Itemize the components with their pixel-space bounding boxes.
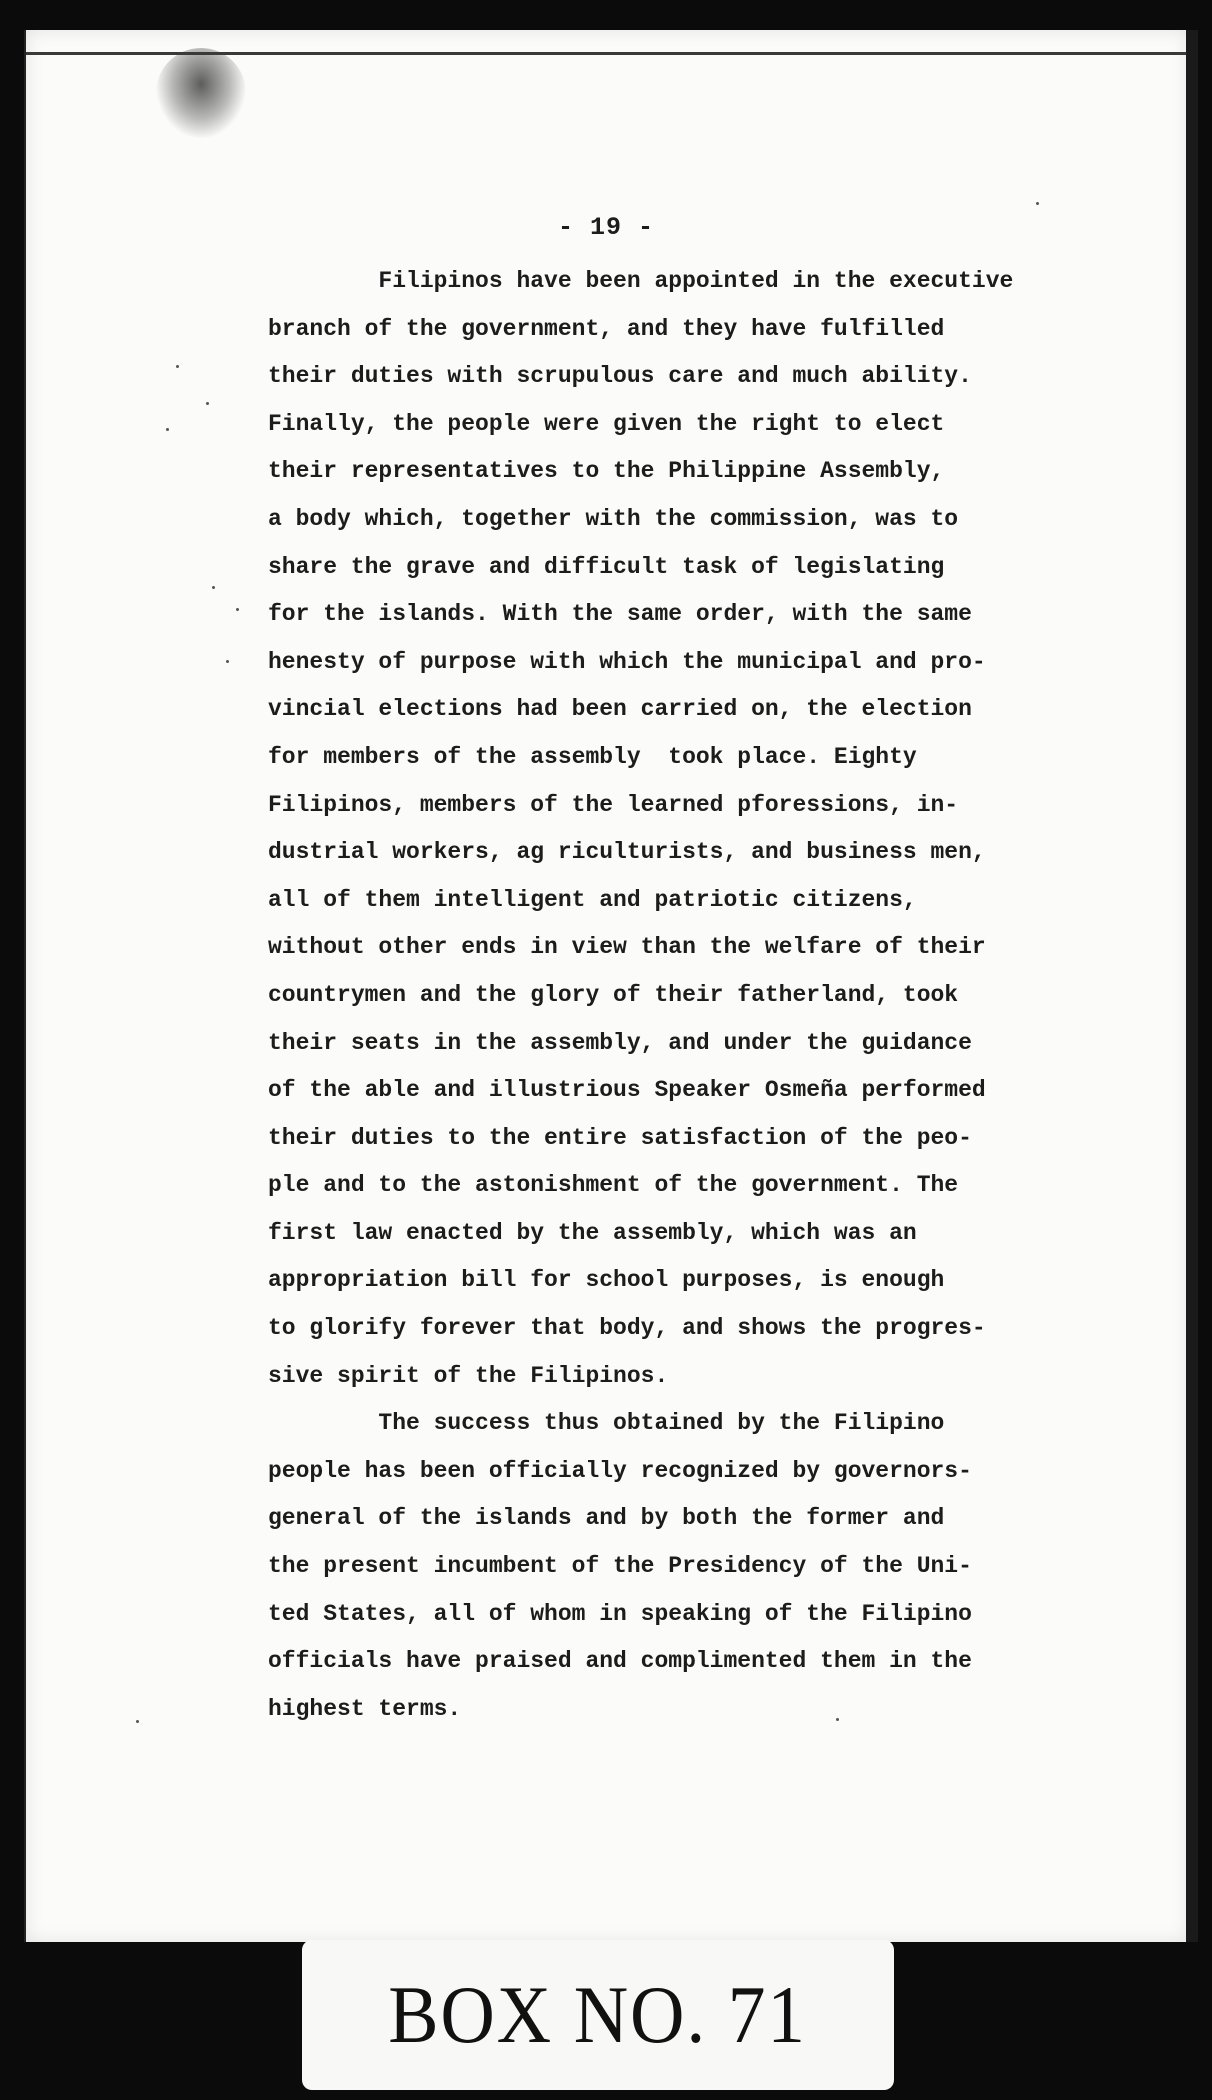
text-line: their representatives to the Philippine Assembly, bbox=[268, 458, 945, 485]
text-line: share the grave and difficult task of legislating bbox=[268, 553, 945, 580]
box-label-text: BOX NO. 71 bbox=[388, 1969, 808, 2060]
text-line: vincial elections had been carried on, the election bbox=[268, 696, 972, 723]
speck bbox=[136, 1720, 139, 1723]
text-line: ted States, all of whom in speaking of the Filipino bbox=[268, 1600, 972, 1627]
typed-body-text bbox=[268, 258, 1028, 1733]
text-line: of the able and illustrious Speaker Osmeña performed bbox=[268, 1077, 986, 1104]
text-line: dustrial workers, ag riculturists, and business men, bbox=[268, 839, 986, 866]
text-line: a body which, together with the commission, was to bbox=[268, 505, 959, 532]
text-line: general of the islands and by both the former and bbox=[268, 1505, 945, 1532]
text-line: for the islands. With the same order, with the same bbox=[268, 601, 972, 628]
speck bbox=[212, 586, 215, 589]
text-line: The success thus obtained by the Filipino bbox=[268, 1410, 945, 1437]
text-line: first law enacted by the assembly, which was an bbox=[268, 1219, 917, 1246]
text-line: branch of the government, and they have fulfilled bbox=[268, 315, 945, 342]
text-line: appropriation bill for school purposes, is enough bbox=[268, 1267, 945, 1294]
text-line: their seats in the assembly, and under the guidance bbox=[268, 1029, 972, 1056]
box-label bbox=[302, 1940, 894, 2090]
text-line: ple and to the astonishment of the government. The bbox=[268, 1172, 959, 1199]
text-line: all of them intelligent and patriotic citizens, bbox=[268, 886, 917, 913]
text-line: their duties with scrupulous care and much ability. bbox=[268, 363, 972, 390]
text-line: to glorify forever that body, and shows the progres- bbox=[268, 1315, 986, 1342]
text-line: the present incumbent of the Presidency of the Uni- bbox=[268, 1553, 972, 1580]
speck bbox=[206, 402, 209, 405]
page-number: - 19 - bbox=[557, 213, 654, 242]
text-line: Filipinos have been appointed in the executive bbox=[268, 268, 1014, 294]
speck bbox=[176, 365, 179, 368]
text-line: without other ends in view than the welfare of their bbox=[268, 934, 986, 961]
speck bbox=[166, 428, 169, 431]
speck bbox=[226, 660, 229, 663]
speck bbox=[236, 608, 239, 611]
text-line: sive spirit of the Filipinos. bbox=[268, 1362, 669, 1389]
text-line: countrymen and the glory of their fatherland, took bbox=[268, 981, 959, 1008]
text-line: people has been officially recognized by governors- bbox=[268, 1457, 972, 1484]
speck bbox=[1036, 202, 1039, 205]
text-line: for members of the assembly took place. Eighty bbox=[268, 743, 917, 770]
text-line: highest terms. bbox=[268, 1695, 462, 1722]
text-line: henesty of purpose with which the municipal and pro- bbox=[268, 648, 986, 675]
text-line: Finally, the people were given the right to elect bbox=[268, 410, 945, 437]
text-line: officials have praised and complimented them in the bbox=[268, 1648, 972, 1675]
page-edge bbox=[1186, 30, 1198, 1942]
text-line: their duties to the entire satisfaction of the peo- bbox=[268, 1124, 972, 1151]
text-line: Filipinos, members of the learned pforessions, in- bbox=[268, 791, 959, 818]
ink-smudge bbox=[156, 48, 246, 138]
